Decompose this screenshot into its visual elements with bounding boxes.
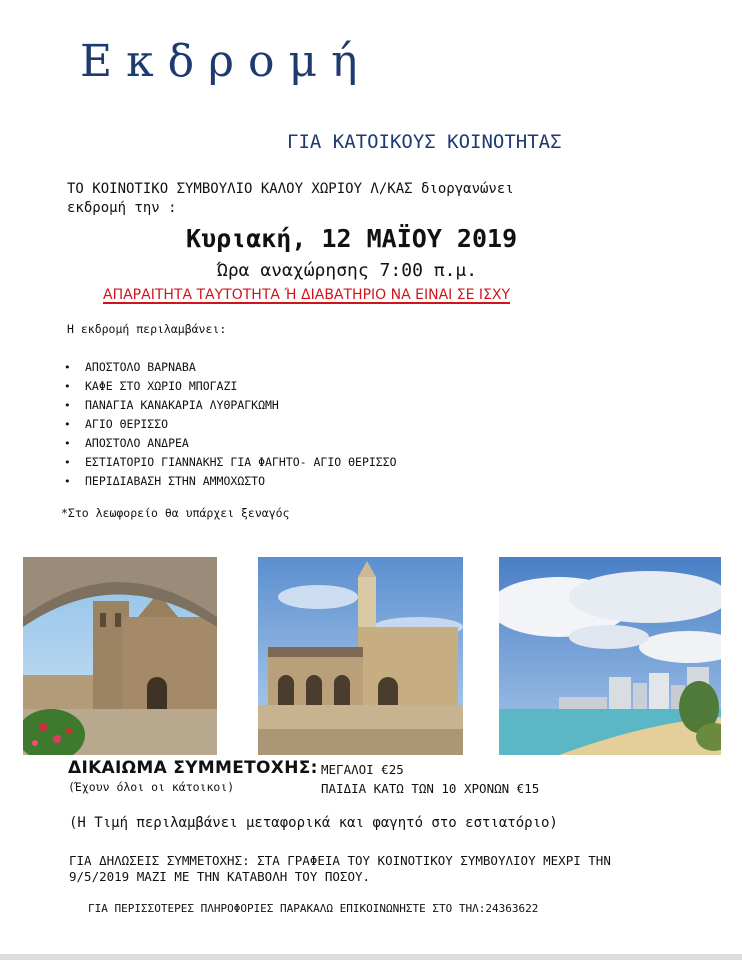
trip-date: Κυριακή, 12 ΜΑΪΟΥ 2019 [186, 224, 518, 253]
contact-info: ΓΙΑ ΠΕΡΙΣΣΟΤΕΡΕΣ ΠΛΗΡΟΦΟΡΙΕΣ ΠΑΡΑΚΑΛΩ ΕΠΙΚΟΙΝΩΝΗΣΤΕ ΣΤΟ ΤΗΛ:24363622 [88, 902, 539, 915]
guide-note: *Στο λεωφορείο θα υπάρχει ξεναγός [61, 506, 290, 520]
beach-photo [499, 557, 721, 755]
id-warning: ΑΠΑΡΑΙΤΗΤΑ ΤΑΥΤΟΤΗΤΑ Ή ΔΙΑΒΑΤΗΡΙΟ ΝΑ ΕΙΝΑΙ ΣΕ ΙΣΧΥ [103, 287, 510, 303]
list-item [64, 358, 397, 377]
declarations-line-1: ΓΙΑ ΔΗΛΩΣΕΙΣ ΣΥΜΜΕΤΟΧΗΣ: ΣΤΑ ΓΡΑΦΕΙΑ ΤΟΥ ΚΟΙΝΟΤΙΚΟΥ ΣΥΜΒΟΥΛΙΟΥ ΜΕΧΡΙ ΤΗΝ [69, 853, 611, 868]
list-item [64, 434, 397, 453]
bullet-icon: • [64, 380, 71, 393]
price-note: (Η Τιμή περιλαμβάνει μεταφορικά και φαγητό στο εστιατόριο) [69, 815, 558, 831]
includes-heading: Η εκδρομή περιλαμβάνει: [67, 322, 227, 336]
list-item [64, 453, 397, 472]
monastery-photo [23, 557, 217, 755]
bullet-icon: • [64, 437, 71, 450]
participation-label: ΔΙΚΑΙΩΜΑ ΣΥΜΜΕΤΟΧΗΣ: [68, 758, 318, 778]
list-item [64, 377, 397, 396]
intro-text [67, 180, 707, 218]
list-item-label: ΑΠΟΣΤΟΛΟ ΒΑΡΝΑΒΑ [85, 360, 196, 374]
intro-line-1: ΤΟ ΚΟΙΝΟΤΙΚΟ ΣΥΜΒΟΥΛΙΟ ΚΑΛΟΥ ΧΩΡΙΟΥ Λ/ΚΑΣ διοργανώνει [67, 181, 514, 197]
participation-note: (Έχουν όλοι οι κάτοικοι) [68, 780, 235, 794]
price-adults: ΜΕΓΑΛΟΙ €25 [321, 762, 404, 777]
flyer-subtitle: ΓΙΑ ΚΑΤΟΙΚΟΥΣ ΚΟΙΝΟΤΗΤΑΣ [287, 131, 562, 153]
declarations-line-2: 9/5/2019 ΜΑΖΙ ΜΕ ΤΗΝ ΚΑΤΑΒΟΛΗ ΤΟΥ ΠΟΣΟΥ. [69, 869, 371, 884]
departure-time: Ώρα αναχώρησης 7:00 π.μ. [217, 260, 478, 281]
list-item [64, 396, 397, 415]
declarations-text [69, 853, 719, 885]
bullet-icon: • [64, 361, 71, 374]
bullet-icon: • [64, 399, 71, 412]
flyer-title: Εκδρομή [80, 36, 372, 87]
bullet-icon: • [64, 418, 71, 431]
bullet-icon: • [64, 456, 71, 469]
bullet-icon: • [64, 475, 71, 488]
list-item-label: ΕΣΤΙΑΤΟΡΙΟ ΓΙΑΝΝΑΚΗΣ ΓΙΑ ΦΑΓΗΤΟ- ΑΓΙΟ ΘΕΡΙΣΣΟ [85, 455, 397, 469]
price-children: ΠΑΙΔΙΑ ΚΑΤΩ ΤΩΝ 10 ΧΡΟΝΩΝ €15 [321, 781, 540, 796]
list-item [64, 415, 397, 434]
list-item-label: ΚΑΦΕ ΣΤΟ ΧΩΡΙΟ ΜΠΟΓΑΖΙ [85, 379, 238, 393]
list-item-label: ΑΠΟΣΤΟΛΟ ΑΝΔΡΕΑ [85, 436, 189, 450]
list-item-label: ΠΕΡΙΔΙΑΒΑΣΗ ΣΤΗΝ ΑΜΜΟΧΩΣΤΟ [85, 474, 266, 488]
list-item [64, 472, 397, 491]
itinerary-list [64, 358, 397, 491]
list-item-label: ΑΓΙΟ ΘΕΡΙΣΣΟ [85, 417, 169, 431]
list-item-label: ΠΑΝΑΓΙΑ ΚΑΝΑΚΑΡΙΑ ΛΥΘΡΑΓΚΩΜΗ [85, 398, 279, 412]
intro-line-2: εκδρομή την : [67, 200, 177, 216]
church-photo [258, 557, 463, 755]
